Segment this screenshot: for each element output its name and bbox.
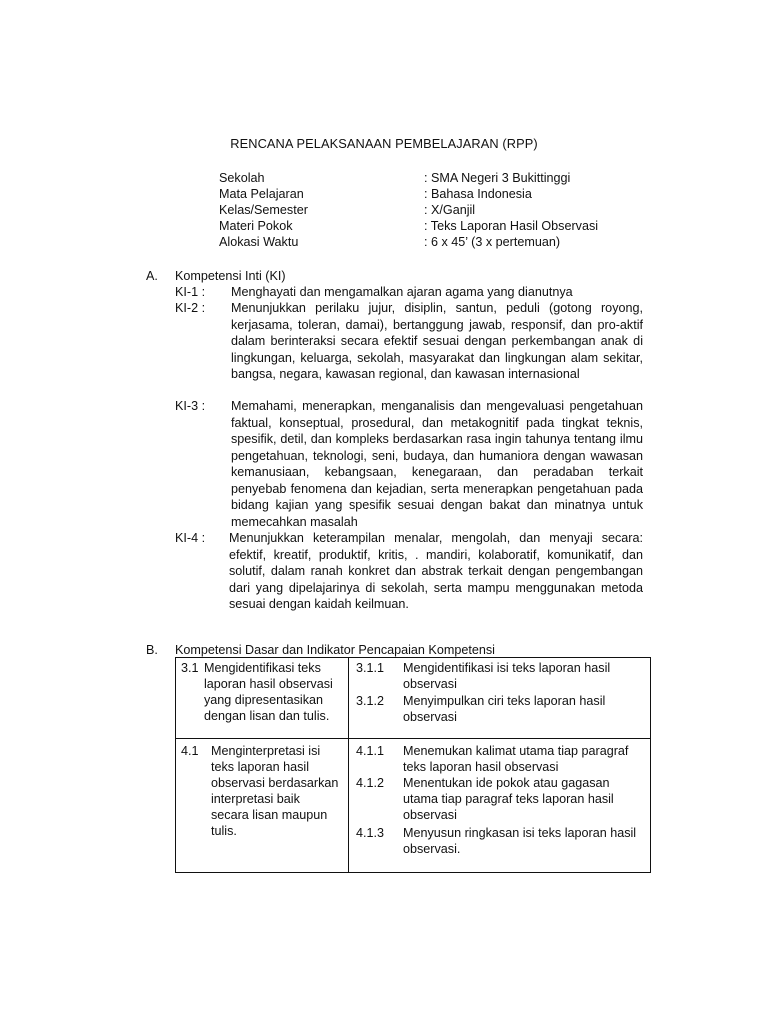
ki-3-code: KI-3 : [175,399,206,413]
info-value: : X/Ganjil [424,203,476,217]
indicator-4-1-1-code: 4.1.1 [356,744,385,758]
section-b-letter: B. [146,643,158,657]
ki-1-text: Menghayati dan mengamalkan ajaran agama yang dianutnya [231,285,573,299]
indicator-3-1-1-line-1: Mengidentifikasi isi teks laporan hasil [403,661,611,675]
kd-3-1-line-2: laporan hasil observasi [204,677,333,691]
indicator-4-1-3-line-1: Menyusun ringkasan isi teks laporan hasil [403,826,637,840]
kd-4-1-line-5: secara lisan maupun [211,808,328,822]
info-value: : 6 x 45’ (3 x pertemuan) [424,235,561,249]
info-label: Sekolah [219,171,265,185]
ki-1-code: KI-1 : [175,285,206,299]
ki-2-text: Menunjukkan perilaku jujur, disiplin, santun, peduli (gotong royong, kerjasama, toleran, damai), bertanggung jawab, responsif, dan pro-aktif dalam berinteraksi secara efektif sesuai dengan perkembangan anak di lingkungan, keluarga, sekolah, masyarakat dan lingkungan alam sekitar, bangsa, negara, kawasan regional, dan kawasan internasional [231,301,643,381]
info-label: Kelas/Semester [219,203,308,217]
table-column-divider [348,657,349,873]
info-label: Materi Pokok [219,219,293,233]
kd-4-1-line-3: observasi berdasarkan [211,776,339,790]
info-row-kelas-semester [219,202,639,218]
info-row-sekolah [219,170,639,186]
indicator-4-1-2-line-1: Menentukan ide pokok atau gagasan [403,776,610,790]
kd-4-1-line-6: tulis. [211,824,237,838]
indicator-4-1-1-line-1: Menemukan kalimat utama tiap paragraf [403,744,629,758]
indicator-3-1-2-line-2: observasi [403,710,457,724]
kd-4-1-code: 4.1 [181,744,199,758]
indicator-4-1-3-code: 4.1.3 [356,826,385,840]
ki-3-text: Memahami, menerapkan, menganalisis dan mengevaluasi pengetahuan faktual, konseptual, prosedural, dan metakognitif pada tingkat teknis, spesifik, detil, dan kompleks berdasarkan rasa ingin tahunya tentang ilmu pengetahuan, teknologi, seni, budaya, dan humaniora dengan wawasan kemanusiaan, kebangsaan, kenegaraan, dan peradaban terkait penyebab fenomena dan kejadian, serta menerapkan pengetahuan pada bidang kajian yang spesifik sesuai dengan bakat dan minatnya untuk memecahkan masalah [231,399,643,529]
indicator-4-1-2-line-3: observasi [403,808,457,822]
info-value: : SMA Negeri 3 Bukittinggi [424,171,571,185]
info-value: : Bahasa Indonesia [424,187,532,201]
section-b-title: Kompetensi Dasar dan Indikator Pencapaian Kompetensi [175,643,495,657]
ki-4-code: KI-4 : [175,531,206,545]
indicator-4-1-2-line-2: utama tiap paragraf teks laporan hasil [403,792,614,806]
ki-4-text: Menunjukkan keterampilan menalar, mengolah, dan menyaji secara: efektif, kreatif, produktif, kritis, . mandiri, kolaboratif, komunikatif, dan solutif, dalam ranah konkret dan abstrak terkait dengan pengembangan dari yang dipelajarinya di sekolah, serta mampu menggunakan metoda sesuai dengan kaidah keilmuan. [229,531,643,611]
section-a-letter: A. [146,269,158,283]
info-label: Mata Pelajaran [219,187,304,201]
indicator-3-1-1-code: 3.1.1 [356,661,385,675]
ki-2-code: KI-2 : [175,301,206,315]
kd-3-1-code: 3.1 [181,661,199,675]
section-a-title: Kompetensi Inti (KI) [175,269,286,283]
indicator-3-1-2-line-1: Menyimpulkan ciri teks laporan hasil [403,694,606,708]
info-row-mata-pelajaran [219,186,639,202]
kd-4-1-line-1: Menginterpretasi isi [211,744,321,758]
kd-4-1-line-2: teks laporan hasil [211,760,310,774]
info-row-materi-pokok [219,218,639,234]
kd-3-1-line-4: dengan lisan dan tulis. [204,709,330,723]
kd-4-1-line-4: interpretasi baik [211,792,300,806]
indicator-3-1-2-code: 3.1.2 [356,694,385,708]
kd-3-1-line-1: Mengidentifikasi teks [204,661,321,675]
kd-3-1-line-3: yang dipresentasikan [204,693,324,707]
indicator-4-1-1-line-2: teks laporan hasil observasi [403,760,559,774]
indicator-3-1-1-line-2: observasi [403,677,457,691]
indicator-4-1-3-line-2: observasi. [403,842,461,856]
info-value: : Teks Laporan Hasil Observasi [424,219,599,233]
info-label: Alokasi Waktu [219,235,299,249]
info-row-alokasi-waktu [219,234,639,250]
table-row-divider [175,738,651,739]
document-title: RENCANA PELAKSANAAN PEMBELAJARAN (RPP) [230,136,538,151]
indicator-4-1-2-code: 4.1.2 [356,776,385,790]
